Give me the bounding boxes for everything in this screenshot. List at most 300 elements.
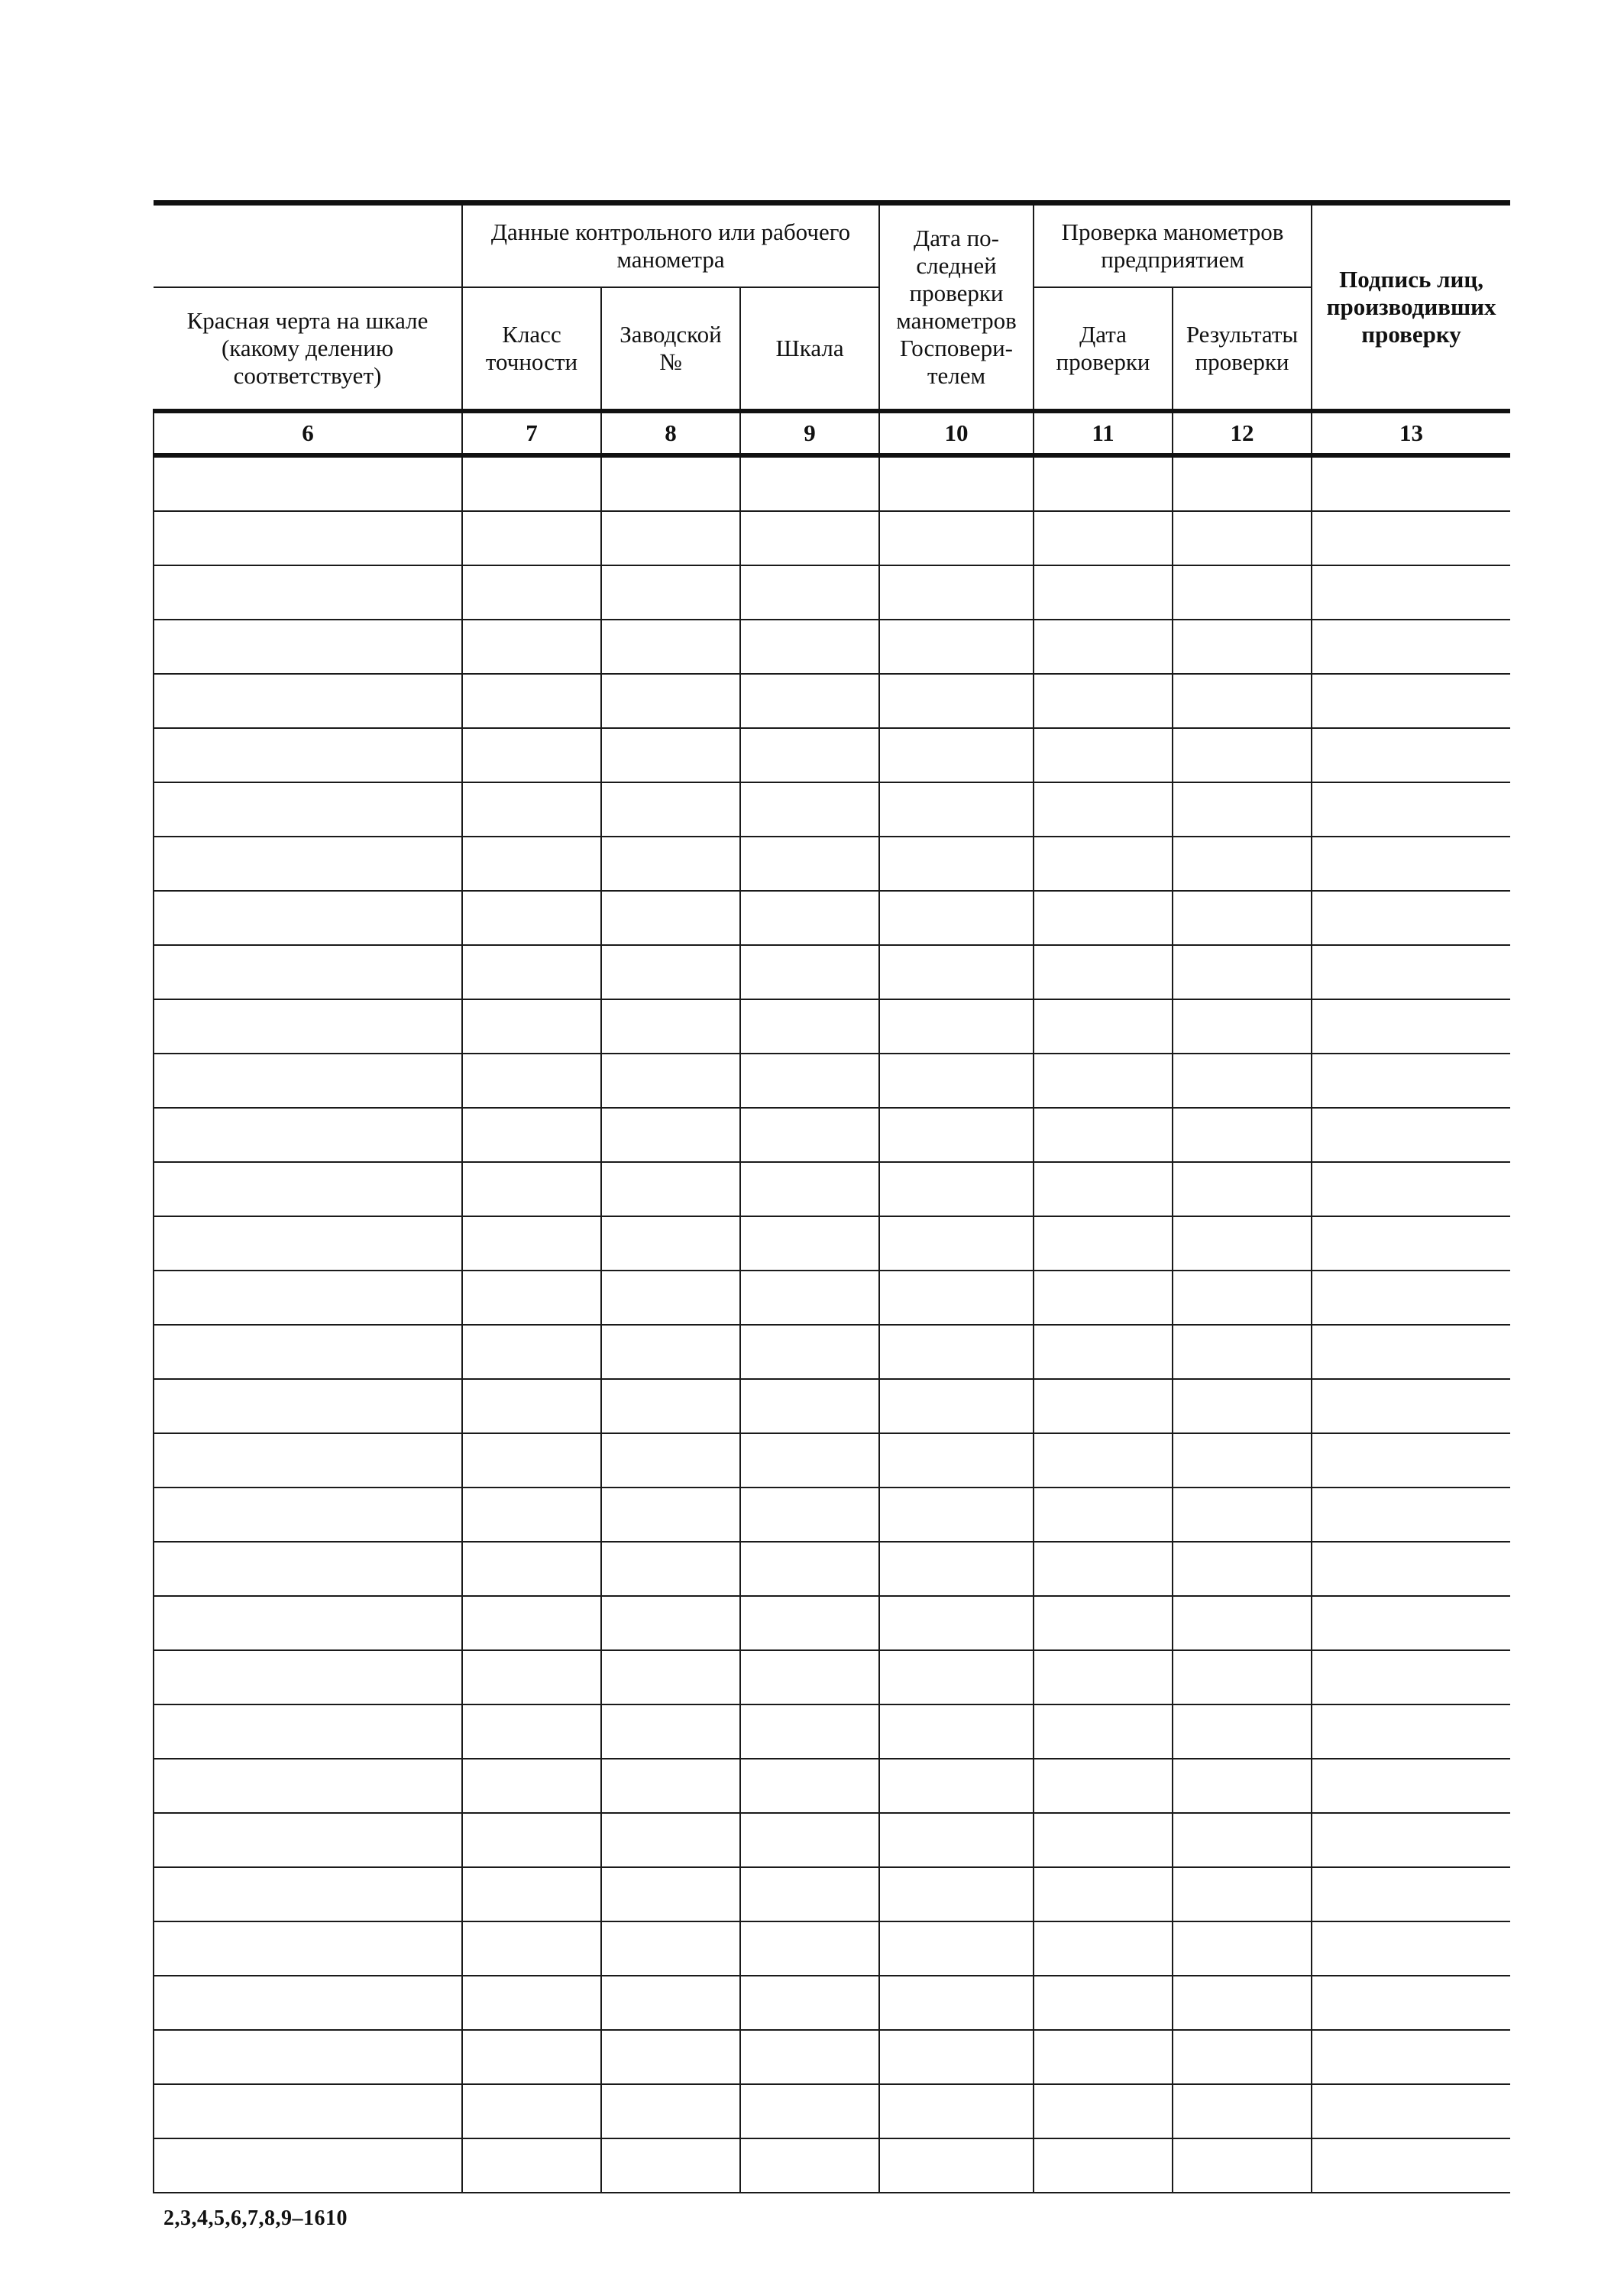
blank-cell — [1173, 1596, 1312, 1650]
column-number: 9 — [740, 411, 879, 455]
table-row — [154, 1813, 1510, 1867]
blank-cell — [1034, 945, 1173, 999]
blank-cell — [740, 1921, 879, 1976]
blank-cell — [154, 1759, 462, 1813]
blank-cell — [154, 1054, 462, 1108]
blank-cell — [740, 1216, 879, 1271]
header-blank-corner — [154, 203, 462, 288]
table-row — [154, 565, 1510, 620]
table-row — [154, 1650, 1510, 1704]
blank-cell — [462, 1325, 601, 1379]
blank-cell — [601, 2084, 740, 2138]
blank-cell — [154, 1704, 462, 1759]
blank-cell — [1312, 1813, 1510, 1867]
blank-cell — [601, 1921, 740, 1976]
table-row — [154, 1596, 1510, 1650]
blank-cell — [740, 1704, 879, 1759]
blank-cell — [154, 2138, 462, 2193]
blank-cell — [1312, 1759, 1510, 1813]
blank-cell — [740, 1650, 879, 1704]
blank-cell — [1034, 1867, 1173, 1921]
blank-cell — [1034, 891, 1173, 945]
blank-cell — [1312, 2138, 1510, 2193]
header-row-bottom — [154, 287, 1510, 411]
blank-cell — [462, 620, 601, 674]
blank-cell — [879, 1108, 1034, 1162]
table-row — [154, 1162, 1510, 1216]
blank-cell — [879, 2084, 1034, 2138]
blank-cell — [879, 620, 1034, 674]
table-row — [154, 2138, 1510, 2193]
blank-cell — [601, 1216, 740, 1271]
blank-cell — [740, 1054, 879, 1108]
table-row — [154, 2030, 1510, 2084]
print-code: 2,3,4,5,6,7,8,9–1610 — [163, 2206, 348, 2230]
blank-cell — [462, 782, 601, 837]
blank-cell — [1173, 1650, 1312, 1704]
blank-cell — [462, 674, 601, 728]
blank-cell — [879, 1271, 1034, 1325]
blank-cell — [740, 1433, 879, 1488]
blank-cell — [879, 1488, 1034, 1542]
blank-cell — [740, 837, 879, 891]
table-row — [154, 1433, 1510, 1488]
table-row — [154, 1759, 1510, 1813]
blank-cell — [601, 2030, 740, 2084]
blank-cell — [740, 1488, 879, 1542]
blank-cell — [740, 945, 879, 999]
blank-cell — [1034, 1216, 1173, 1271]
blank-cell — [1173, 1325, 1312, 1379]
table-row — [154, 2084, 1510, 2138]
blank-cell — [879, 1921, 1034, 1976]
table-row — [154, 728, 1510, 782]
blank-cell — [1034, 565, 1173, 620]
column-number: 13 — [1312, 411, 1510, 455]
blank-cell — [1034, 1488, 1173, 1542]
blank-cell — [154, 511, 462, 565]
blank-cell — [601, 837, 740, 891]
blank-cell — [1173, 1271, 1312, 1325]
blank-cell — [462, 999, 601, 1054]
column-number: 12 — [1173, 411, 1312, 455]
blank-cell — [1034, 1650, 1173, 1704]
blank-cell — [1173, 1379, 1312, 1433]
manometer-check-table — [153, 200, 1510, 2193]
blank-cell — [601, 1379, 740, 1433]
blank-cell — [1034, 2084, 1173, 2138]
blank-cell — [601, 782, 740, 837]
blank-cell — [879, 455, 1034, 511]
blank-cell — [462, 511, 601, 565]
blank-cell — [879, 945, 1034, 999]
blank-cell — [154, 999, 462, 1054]
blank-cell — [1034, 1325, 1173, 1379]
table-row — [154, 1379, 1510, 1433]
blank-cell — [740, 891, 879, 945]
blank-cell — [462, 1108, 601, 1162]
blank-cell — [154, 1325, 462, 1379]
blank-cell — [1312, 1867, 1510, 1921]
column-number: 10 — [879, 411, 1034, 455]
blank-cell — [1173, 891, 1312, 945]
blank-cell — [1312, 837, 1510, 891]
blank-cell — [462, 1867, 601, 1921]
blank-cell — [740, 1813, 879, 1867]
blank-cell — [1034, 2138, 1173, 2193]
blank-cell — [1034, 782, 1173, 837]
blank-cell — [154, 455, 462, 511]
blank-cell — [1312, 455, 1510, 511]
blank-cell — [601, 2138, 740, 2193]
blank-cell — [462, 1488, 601, 1542]
blank-cell — [1034, 620, 1173, 674]
blank-cell — [1034, 1054, 1173, 1108]
blank-cell — [879, 1433, 1034, 1488]
blank-cell — [740, 1542, 879, 1596]
blank-cell — [601, 1162, 740, 1216]
table-row — [154, 1542, 1510, 1596]
blank-cell — [879, 1596, 1034, 1650]
blank-cell — [154, 1433, 462, 1488]
blank-cell — [462, 1813, 601, 1867]
table-row — [154, 1867, 1510, 1921]
blank-cell — [154, 1379, 462, 1433]
blank-cell — [879, 1813, 1034, 1867]
blank-cell — [154, 782, 462, 837]
blank-cell — [154, 1216, 462, 1271]
blank-cell — [1312, 620, 1510, 674]
blank-cell — [462, 1162, 601, 1216]
table-row — [154, 1325, 1510, 1379]
blank-cell — [1312, 674, 1510, 728]
blank-cell — [879, 1976, 1034, 2030]
blank-cell — [740, 674, 879, 728]
blank-cell — [740, 1162, 879, 1216]
blank-cell — [1312, 1488, 1510, 1542]
blank-cell — [1173, 1054, 1312, 1108]
blank-cell — [1034, 1433, 1173, 1488]
blank-cell — [1034, 1704, 1173, 1759]
blank-cell — [601, 1596, 740, 1650]
blank-cell — [462, 2084, 601, 2138]
blank-cell — [740, 455, 879, 511]
table-row — [154, 1054, 1510, 1108]
blank-cell — [462, 1271, 601, 1325]
blank-cell — [462, 1054, 601, 1108]
blank-cell — [1312, 511, 1510, 565]
blank-cell — [462, 455, 601, 511]
blank-cell — [740, 1867, 879, 1921]
blank-cell — [601, 728, 740, 782]
blank-cell — [462, 1542, 601, 1596]
table-row — [154, 1216, 1510, 1271]
header-row-top — [154, 203, 1510, 288]
table-row — [154, 1976, 1510, 2030]
blank-cell — [601, 1759, 740, 1813]
blank-cell — [879, 1867, 1034, 1921]
blank-cell — [154, 1108, 462, 1162]
blank-cell — [1173, 999, 1312, 1054]
blank-cell — [154, 620, 462, 674]
blank-cell — [1312, 1921, 1510, 1976]
blank-cell — [1312, 728, 1510, 782]
blank-cell — [879, 999, 1034, 1054]
blank-cell — [1173, 2084, 1312, 2138]
blank-cell — [1312, 1379, 1510, 1433]
header-accuracy-class: Класс точности — [462, 287, 601, 411]
blank-cell — [879, 891, 1034, 945]
header-group-manometer: Данные контрольного или рабочего манометра — [462, 203, 879, 288]
blank-cell — [601, 1488, 740, 1542]
blank-cell — [879, 1379, 1034, 1433]
blank-cell — [1173, 1108, 1312, 1162]
blank-cell — [1034, 1162, 1173, 1216]
blank-cell — [1173, 1542, 1312, 1596]
table-row — [154, 1488, 1510, 1542]
blank-cell — [1034, 1813, 1173, 1867]
blank-cell — [601, 511, 740, 565]
blank-cell — [1173, 1813, 1312, 1867]
header-check-date: Дата проверки — [1034, 287, 1173, 411]
blank-cell — [1312, 565, 1510, 620]
blank-cell — [462, 2138, 601, 2193]
blank-cell — [154, 1976, 462, 2030]
blank-cell — [879, 1162, 1034, 1216]
blank-cell — [740, 620, 879, 674]
blank-cell — [879, 2030, 1034, 2084]
blank-cell — [740, 511, 879, 565]
blank-cell — [1034, 511, 1173, 565]
blank-cell — [1173, 1759, 1312, 1813]
blank-entry-rows — [154, 455, 1510, 2193]
column-number: 11 — [1034, 411, 1173, 455]
header-group-enterprise: Проверка манометров предприятием — [1034, 203, 1312, 288]
blank-cell — [1312, 1108, 1510, 1162]
column-number-row — [154, 411, 1510, 455]
blank-cell — [462, 1921, 601, 1976]
blank-cell — [462, 891, 601, 945]
blank-cell — [1034, 837, 1173, 891]
blank-cell — [740, 1108, 879, 1162]
blank-cell — [879, 511, 1034, 565]
blank-cell — [154, 674, 462, 728]
table-row — [154, 455, 1510, 511]
blank-cell — [154, 565, 462, 620]
blank-cell — [1312, 2030, 1510, 2084]
blank-cell — [601, 674, 740, 728]
header-check-result: Результаты проверки — [1173, 287, 1312, 411]
blank-cell — [462, 2030, 601, 2084]
blank-cell — [1312, 1976, 1510, 2030]
blank-cell — [601, 1433, 740, 1488]
blank-cell — [879, 1704, 1034, 1759]
column-number: 6 — [154, 411, 462, 455]
blank-cell — [879, 1542, 1034, 1596]
blank-cell — [154, 1162, 462, 1216]
blank-cell — [740, 2138, 879, 2193]
blank-cell — [740, 2084, 879, 2138]
blank-cell — [1173, 945, 1312, 999]
blank-cell — [154, 891, 462, 945]
blank-cell — [1312, 1433, 1510, 1488]
blank-cell — [1034, 728, 1173, 782]
blank-cell — [740, 2030, 879, 2084]
blank-cell — [154, 1488, 462, 1542]
table-row — [154, 999, 1510, 1054]
blank-cell — [1173, 455, 1312, 511]
blank-cell — [462, 728, 601, 782]
blank-cell — [1312, 1325, 1510, 1379]
blank-cell — [462, 1759, 601, 1813]
blank-cell — [601, 1813, 740, 1867]
blank-cell — [1034, 1379, 1173, 1433]
blank-cell — [879, 1216, 1034, 1271]
blank-cell — [1173, 1488, 1312, 1542]
blank-cell — [601, 1054, 740, 1108]
blank-cell — [1173, 1867, 1312, 1921]
blank-cell — [740, 1759, 879, 1813]
blank-cell — [1173, 2030, 1312, 2084]
blank-cell — [462, 1704, 601, 1759]
blank-cell — [462, 1216, 601, 1271]
blank-cell — [1312, 999, 1510, 1054]
blank-cell — [601, 620, 740, 674]
blank-cell — [1173, 728, 1312, 782]
blank-cell — [1034, 2030, 1173, 2084]
blank-cell — [1312, 1271, 1510, 1325]
header-last-check-date: Дата по-следней проверки манометров Госповери-телем — [879, 203, 1034, 412]
table-row — [154, 1271, 1510, 1325]
blank-cell — [1034, 1921, 1173, 1976]
blank-cell — [1173, 2138, 1312, 2193]
blank-cell — [462, 1433, 601, 1488]
blank-cell — [1034, 1271, 1173, 1325]
blank-cell — [154, 1271, 462, 1325]
blank-cell — [154, 1921, 462, 1976]
blank-cell — [879, 1759, 1034, 1813]
blank-cell — [462, 565, 601, 620]
blank-cell — [601, 1704, 740, 1759]
blank-cell — [1034, 1759, 1173, 1813]
blank-cell — [1173, 1976, 1312, 2030]
blank-cell — [154, 945, 462, 999]
header-signature: Подпись лиц, производивших проверку — [1312, 203, 1510, 412]
blank-cell — [740, 565, 879, 620]
blank-cell — [601, 1325, 740, 1379]
blank-cell — [1312, 1704, 1510, 1759]
table-row — [154, 782, 1510, 837]
blank-cell — [879, 2138, 1034, 2193]
blank-cell — [1173, 1216, 1312, 1271]
blank-cell — [154, 1867, 462, 1921]
blank-cell — [1312, 2084, 1510, 2138]
blank-cell — [1173, 511, 1312, 565]
blank-cell — [154, 1813, 462, 1867]
blank-cell — [1312, 1054, 1510, 1108]
blank-cell — [601, 455, 740, 511]
blank-cell — [1173, 1704, 1312, 1759]
table-row — [154, 837, 1510, 891]
blank-cell — [462, 1596, 601, 1650]
blank-cell — [601, 945, 740, 999]
blank-cell — [879, 1054, 1034, 1108]
blank-cell — [1173, 1162, 1312, 1216]
blank-cell — [601, 1542, 740, 1596]
blank-cell — [1173, 565, 1312, 620]
blank-cell — [601, 1976, 740, 2030]
blank-cell — [154, 728, 462, 782]
blank-cell — [601, 1271, 740, 1325]
blank-cell — [740, 728, 879, 782]
table-row — [154, 674, 1510, 728]
blank-cell — [462, 1379, 601, 1433]
blank-cell — [740, 999, 879, 1054]
blank-cell — [1173, 620, 1312, 674]
blank-cell — [1034, 1596, 1173, 1650]
blank-cell — [462, 945, 601, 999]
blank-cell — [879, 782, 1034, 837]
blank-cell — [879, 728, 1034, 782]
header-scale: Шкала — [740, 287, 879, 411]
blank-cell — [154, 837, 462, 891]
blank-cell — [1312, 1650, 1510, 1704]
blank-cell — [1312, 1216, 1510, 1271]
table-row — [154, 511, 1510, 565]
blank-cell — [1034, 1976, 1173, 2030]
blank-cell — [154, 1542, 462, 1596]
table-row — [154, 1704, 1510, 1759]
table-row — [154, 1108, 1510, 1162]
blank-cell — [1312, 945, 1510, 999]
blank-cell — [1173, 1433, 1312, 1488]
blank-cell — [1312, 1596, 1510, 1650]
blank-cell — [740, 782, 879, 837]
blank-cell — [1312, 891, 1510, 945]
table-row — [154, 1921, 1510, 1976]
blank-cell — [1173, 674, 1312, 728]
blank-cell — [1312, 782, 1510, 837]
blank-cell — [1034, 455, 1173, 511]
table-row — [154, 945, 1510, 999]
table-row — [154, 620, 1510, 674]
blank-cell — [601, 565, 740, 620]
blank-cell — [154, 1650, 462, 1704]
blank-cell — [1034, 674, 1173, 728]
blank-cell — [740, 1325, 879, 1379]
blank-cell — [462, 1650, 601, 1704]
blank-cell — [879, 1325, 1034, 1379]
blank-cell — [1034, 999, 1173, 1054]
blank-cell — [154, 1596, 462, 1650]
column-number: 7 — [462, 411, 601, 455]
blank-cell — [462, 1976, 601, 2030]
blank-cell — [1173, 1921, 1312, 1976]
blank-cell — [601, 891, 740, 945]
blank-cell — [879, 837, 1034, 891]
blank-cell — [1312, 1162, 1510, 1216]
header-serial-number: Заводской № — [601, 287, 740, 411]
blank-cell — [1312, 1542, 1510, 1596]
header-red-line: Красная черта на шкале (какому делению соответствует) — [154, 287, 462, 411]
blank-cell — [740, 1596, 879, 1650]
table-row — [154, 891, 1510, 945]
column-number: 8 — [601, 411, 740, 455]
blank-cell — [462, 837, 601, 891]
blank-cell — [154, 2084, 462, 2138]
blank-cell — [601, 999, 740, 1054]
blank-cell — [1173, 837, 1312, 891]
